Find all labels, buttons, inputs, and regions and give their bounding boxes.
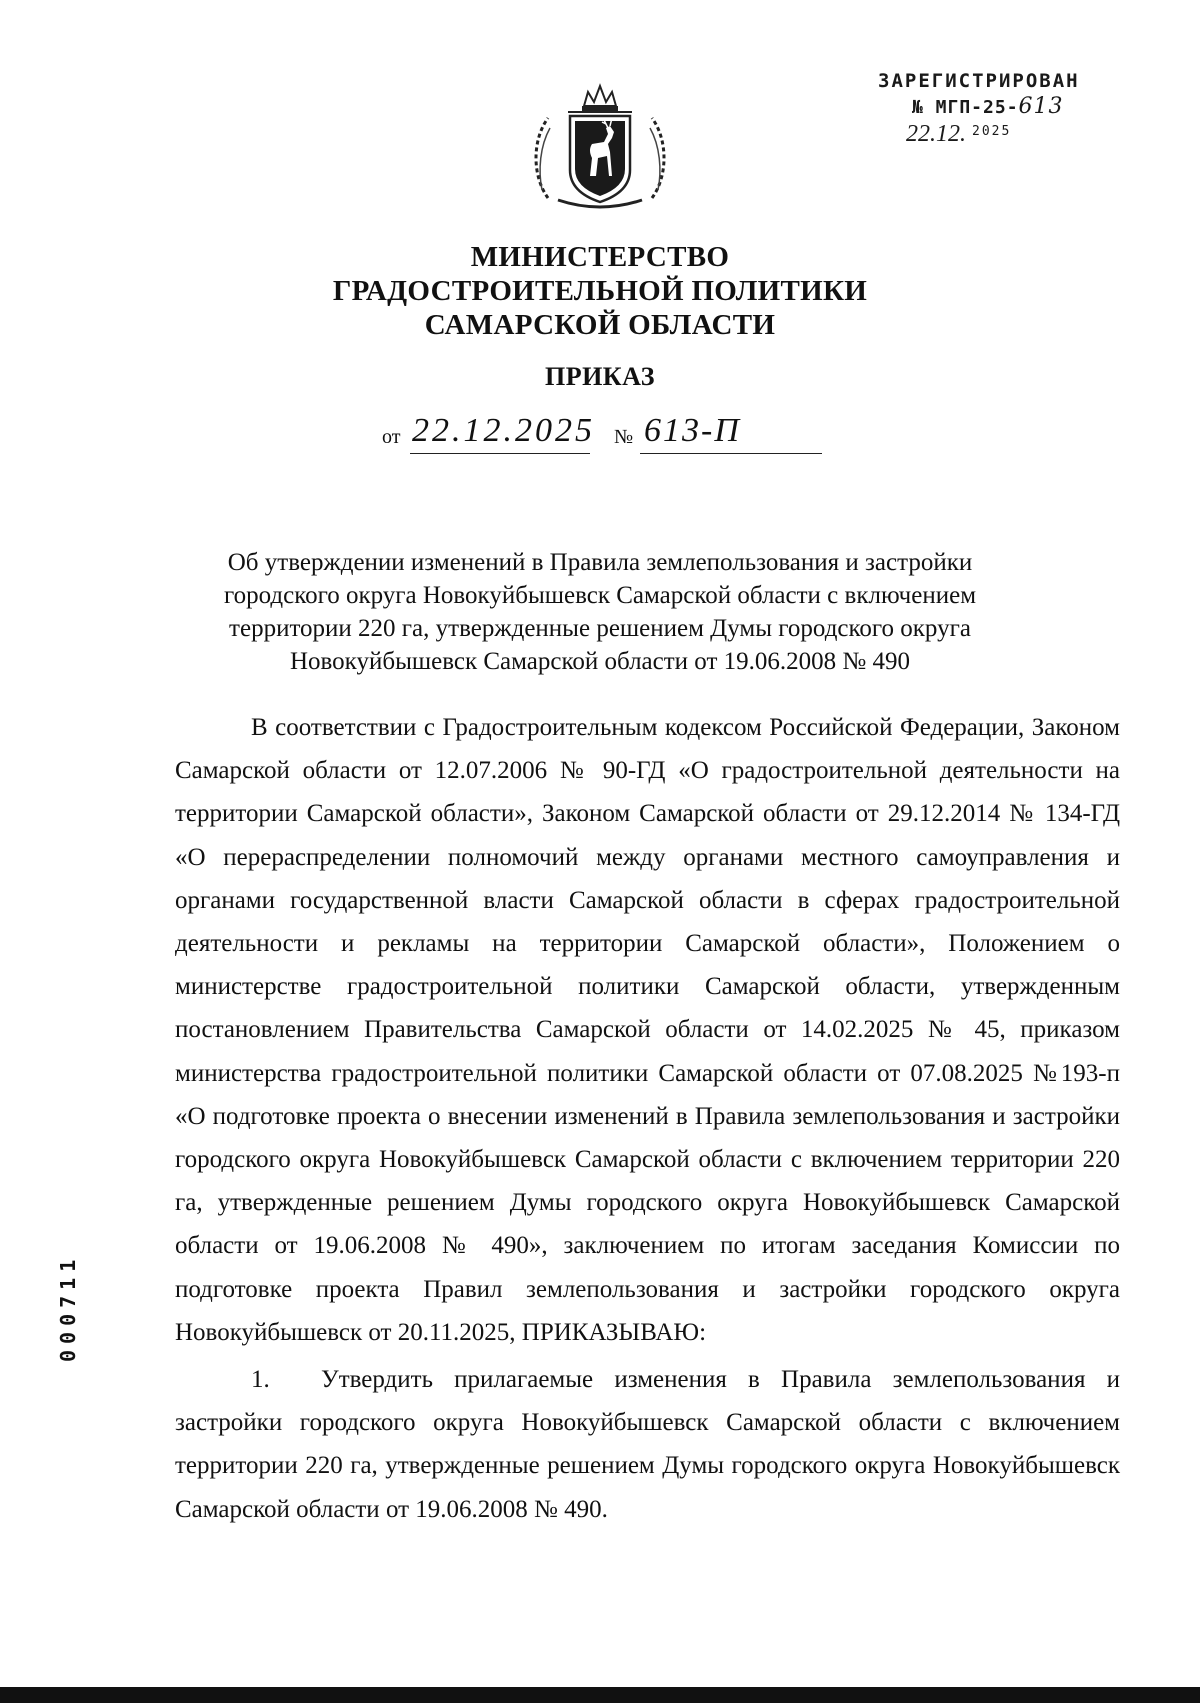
from-label: от	[382, 426, 401, 448]
preamble-paragraph: В соответствии с Градостроительным кодексом Российской Федерации, Законом Самарской области от 12.07.2006 № 90-ГД «О градостроительной деятельности на территории Самарской области», Законом Самарской области от 29.12.2014 № 134-ГД «О перераспределении полномочий между органами местного самоуправления и органами государственной власти Самарской области в сферах градостроительной деятельности и рекламы на территории Самарской области», Положением о министерстве градостроительной политики Самарской области, утвержденным постановлением Правительства Самарской области от 14.02.2025 № 45, приказом министерства градостроительной политики Самарской области от 07.08.2025 №193-п «О подготовке проекта о внесении изменений в Правила землепользования и застройки городского округа Новокуйбышевск Самарской области с включением территории 220 га, утвержденные решением Думы городского округа Новокуйбышевск Самарской области от 19.06.2008 № 490», заключением по итогам заседания Комиссии по подготовке проекта Правил землепользования и застройки городского округа Новокуйбышевск от 20.11.2025, ПРИКАЗЫВАЮ:	[175, 714, 1120, 1346]
stamp-registration-number	[878, 94, 1118, 119]
stamp-number-prefix: № МГП-25-	[912, 97, 1019, 118]
number-label: №	[614, 426, 634, 448]
stamp-date-year: 2025	[972, 124, 1012, 139]
registration-stamp	[878, 70, 1118, 148]
coat-of-arms-icon	[528, 80, 672, 214]
order-body	[175, 706, 1120, 1531]
date-underline	[410, 453, 590, 454]
stamp-registration-date	[878, 121, 1118, 148]
order-date-handwritten: 22.12.2025	[412, 412, 595, 449]
order-date-number-line	[382, 412, 822, 452]
ministry-name-line1: МИНИСТЕРСТВО	[470, 241, 730, 273]
scan-bottom-edge	[0, 1687, 1200, 1703]
ministry-name-line2: ГРАДОСТРОИТЕЛЬНОЙ ПОЛИТИКИ	[332, 275, 868, 307]
document-type-title: ПРИКАЗ	[544, 362, 656, 391]
number-underline	[640, 453, 822, 454]
order-item-1	[175, 1358, 1120, 1531]
order-number-handwritten: 613-П	[644, 412, 741, 449]
stamp-number-handwritten: 613	[1018, 94, 1064, 119]
item-number: 1.	[251, 1366, 270, 1394]
stamp-registered-label: ЗАРЕГИСТРИРОВАН	[878, 70, 1080, 92]
stamp-date-handwritten: 22.12.	[906, 121, 966, 147]
order-subject: Об утверждении изменений в Правила землепользования и застройки городского округа Новокуйбышевск Самарской области с включением территории 220 га, утвержденные решением Думы городского округа Новокуйбышевск Самарской области от 19.06.2008 № 490	[223, 549, 977, 675]
side-serial-code: 000711	[56, 1253, 80, 1362]
item-text: Утвердить прилагаемые изменения в Правила землепользования и застройки городского округа Новокуйбышевск Самарской области с включением территории 220 га, утвержденные решением Думы городского округа Новокуйбышевск Самарской области от 19.06.2008 № 490.	[175, 1366, 1120, 1523]
ministry-name-line3: САМАРСКОЙ ОБЛАСТИ	[424, 309, 776, 341]
